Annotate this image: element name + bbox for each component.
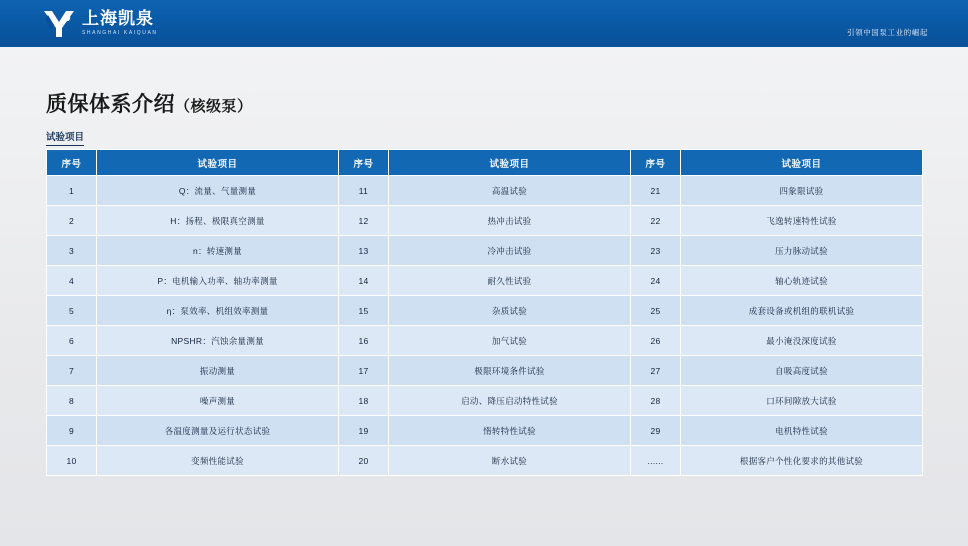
table-row [47, 176, 923, 206]
table-cell: 2 [47, 206, 97, 236]
table-cell: 杂质试验 [389, 296, 631, 326]
table-cell: 26 [631, 326, 681, 356]
table-cell: n：转速测量 [97, 236, 339, 266]
table-cell: 冷冲击试验 [389, 236, 631, 266]
slide-body [0, 47, 968, 546]
table-cell: 11 [339, 176, 389, 206]
table-cell: NPSHR：汽蚀余量测量 [97, 326, 339, 356]
table-cell: 23 [631, 236, 681, 266]
table-cell: 1 [47, 176, 97, 206]
test-items-table-wrapper [46, 149, 923, 476]
table-cell: 飞逸转速特性试验 [681, 206, 923, 236]
table-cell: 四象限试验 [681, 176, 923, 206]
table-cell: 4 [47, 266, 97, 296]
table-cell: P：电机输入功率、轴功率测量 [97, 266, 339, 296]
table-cell: 19 [339, 416, 389, 446]
table-cell: 13 [339, 236, 389, 266]
table-cell: 7 [47, 356, 97, 386]
table-cell: ...... [631, 446, 681, 476]
table-cell: 电机特性试验 [681, 416, 923, 446]
logo [42, 9, 158, 39]
table-cell: 22 [631, 206, 681, 236]
table-cell: 最小淹没深度试验 [681, 326, 923, 356]
test-items-table [46, 149, 923, 476]
table-cell: 自吸高度试验 [681, 356, 923, 386]
table-cell: 根据客户个性化要求的其他试验 [681, 446, 923, 476]
table-row [47, 356, 923, 386]
logo-title-cn: 上海凯泉 [82, 9, 154, 28]
table-cell: η：泵效率、机组效率测量 [97, 296, 339, 326]
table-header-cell: 试验项目 [389, 150, 631, 176]
table-cell: 各温度测量及运行状态试验 [97, 416, 339, 446]
logo-title-en: SHANGHAI KAIQUAN [82, 30, 158, 36]
table-row [47, 206, 923, 236]
table-header-cell: 序号 [339, 150, 389, 176]
table-cell: 27 [631, 356, 681, 386]
kaiquan-logo-icon [42, 9, 76, 39]
table-cell: 6 [47, 326, 97, 356]
table-header-cell: 试验项目 [97, 150, 339, 176]
table-row [47, 386, 923, 416]
table-cell: Q：流量、气量测量 [97, 176, 339, 206]
table-cell: 14 [339, 266, 389, 296]
top-header-bar [0, 0, 968, 47]
table-cell: 热冲击试验 [389, 206, 631, 236]
table-header-cell: 序号 [47, 150, 97, 176]
table-cell: 20 [339, 446, 389, 476]
table-header-row [47, 150, 923, 176]
table-cell: 10 [47, 446, 97, 476]
table-cell: 3 [47, 236, 97, 266]
table-cell: H：扬程、极限真空测量 [97, 206, 339, 236]
table-cell: 极限环境条件试验 [389, 356, 631, 386]
table-row [47, 296, 923, 326]
table-cell: 噪声测量 [97, 386, 339, 416]
table-header-cell: 序号 [631, 150, 681, 176]
table-cell: 轴心轨迹试验 [681, 266, 923, 296]
table-row [47, 326, 923, 356]
table-row [47, 416, 923, 446]
table-cell: 成套设备或机组的联机试验 [681, 296, 923, 326]
table-cell: 5 [47, 296, 97, 326]
table-header-cell: 试验项目 [681, 150, 923, 176]
page-title [46, 88, 253, 118]
table-row [47, 446, 923, 476]
header-tagline: 引领中国泵工业的崛起 [847, 28, 928, 37]
table-cell: 15 [339, 296, 389, 326]
table-cell: 24 [631, 266, 681, 296]
table-cell: 12 [339, 206, 389, 236]
table-cell: 口环间隙放大试验 [681, 386, 923, 416]
table-row [47, 236, 923, 266]
table-cell: 断水试验 [389, 446, 631, 476]
table-cell: 8 [47, 386, 97, 416]
table-cell: 加气试验 [389, 326, 631, 356]
table-cell: 高温试验 [389, 176, 631, 206]
table-cell: 29 [631, 416, 681, 446]
table-cell: 惰转特性试验 [389, 416, 631, 446]
table-cell: 振动测量 [97, 356, 339, 386]
table-header [47, 150, 923, 176]
table-body [47, 176, 923, 476]
table-cell: 变频性能试验 [97, 446, 339, 476]
section-label: 试验项目 [46, 132, 84, 146]
table-cell: 25 [631, 296, 681, 326]
table-cell: 9 [47, 416, 97, 446]
table-cell: 启动、降压启动特性试验 [389, 386, 631, 416]
table-cell: 18 [339, 386, 389, 416]
table-cell: 21 [631, 176, 681, 206]
table-cell: 17 [339, 356, 389, 386]
table-cell: 耐久性试验 [389, 266, 631, 296]
table-cell: 压力脉动试验 [681, 236, 923, 266]
page-title-main: 质保体系介绍 [46, 93, 175, 116]
table-row [47, 266, 923, 296]
table-cell: 28 [631, 386, 681, 416]
table-cell: 16 [339, 326, 389, 356]
page-title-sub: （核级泵） [175, 98, 253, 115]
